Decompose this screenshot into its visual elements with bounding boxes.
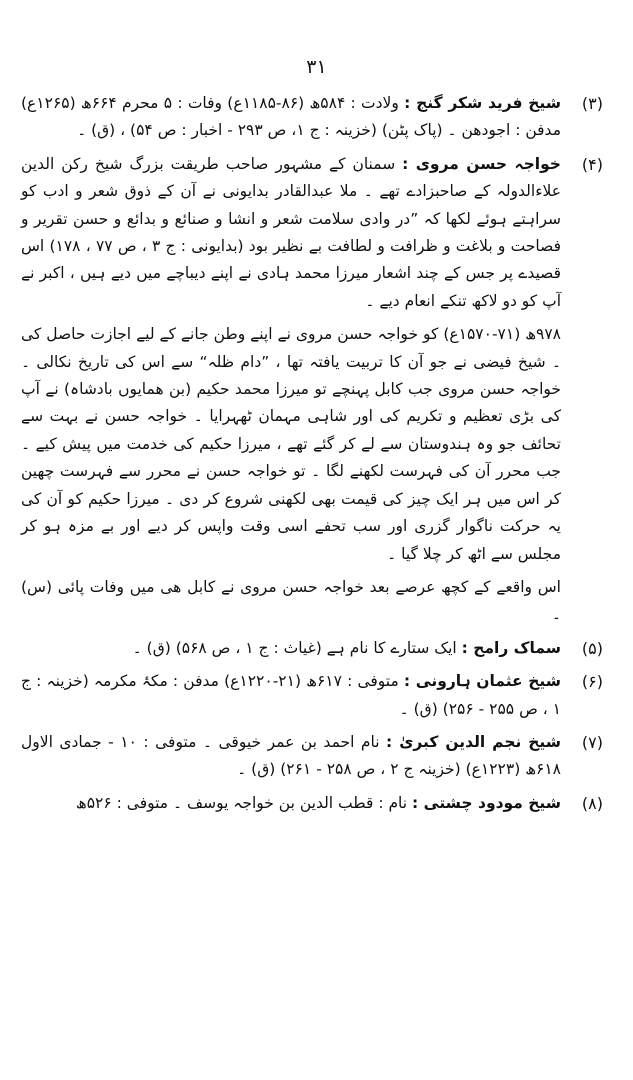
entry-number: (۴) — [581, 154, 603, 174]
entry-text — [21, 151, 561, 315]
entry-title: شیخ نجم الدین کبریٰ : — [386, 732, 562, 751]
entry-body: متوفی : ۶۱۷ھ (۲۱-۱۲۲۰ع) مدفن : مکۂ مکرمہ (خزینہ : ج ۱ ، ص ۲۵۵ - ۲۵۶) (ق) ۔ — [21, 672, 561, 718]
entry-body: ایک ستارے کا نام ہے (غیاث : ج ۱ ، ص ۵۶۸) (ق) ۔ — [132, 638, 457, 657]
footnote-entry — [21, 790, 603, 817]
entry-title: خواجہ حسن مروی : — [402, 154, 561, 173]
entry-number: (۳) — [581, 94, 603, 113]
entry-number: (۷) — [581, 732, 603, 752]
entry-text — [21, 790, 561, 817]
page-number: ۳۱ — [306, 56, 327, 78]
entry-title: شیخ مودود چشتی : — [412, 793, 561, 812]
entry-title: سماک رامح : — [461, 638, 561, 657]
entry-text — [21, 635, 561, 662]
entry-title: شیخ فرید شکر گنج : — [404, 94, 562, 112]
entry-text — [21, 729, 561, 784]
entry-text — [21, 668, 561, 723]
footnote-entry — [21, 151, 603, 315]
footnote-entry — [21, 668, 603, 723]
entry-number: (۶) — [581, 672, 603, 692]
entry-body: نام احمد بن عمر خیوقی ۔ متوفی : ۱۰ - جمادی الاول ۶۱۸ھ (۱۲۲۳ع) (خزینہ ج ۲ ، ص ۲۵۸ - ۲۶۱) (ق) ۔ — [21, 732, 561, 779]
entry-body: سمنان کے مشہور صاحب طریقت بزرگ شیخ رکن الدین علاءالدولہ کے صاحبزادے تھے ۔ ملا عبدالقادر بدایونی نے آن کے ذوق شعر و ادب کو سراہتے ہوئے لکھا کہ ”در وادی سلامت شعر و انشا و صنائع و بدائع و حسن تقریر و فصاحت و بلاغت و ظرافت و لطافت بے نظیر بود (بدایونی : ج ۳ ، ص ۷۷ ، ۱۷۸) اس قصیدے پر جس کے چند اشعار میرزا محمد ہادی نے اپنے دیباچے میں دیے ہیں ، اکبر نے آپ کو دو لاکھ تنکے انعام دیے ۔ — [21, 154, 561, 310]
body-paragraph: اس واقعے کے کچھ عرصے بعد خواجہ حسن مروی نے کابل ھی میں وفات پائی (س) ۔ — [21, 577, 561, 624]
entry-title: شیخ عثمان ہارونی : — [403, 672, 561, 691]
entry-body: نام : قطب الدین بن خواجہ یوسف ۔ متوفی : ۵۲۶ھ — [75, 793, 408, 812]
entry-text — [21, 90, 561, 145]
entry-number: (۵) — [581, 638, 603, 658]
entry-number: (۸) — [581, 793, 603, 813]
document-body — [21, 90, 603, 823]
footnote-entry — [21, 635, 603, 662]
footnote-entry — [21, 729, 603, 784]
footnote-entry — [21, 90, 603, 145]
entry-body: ولادت : ۵۸۴ھ (۸۶-۱۱۸۵ع) وفات : ۵ محرم ۶۶۴ھ (۱۲۶۵ع) مدفن : اجودھن ۔ (پاک پٹن) (خزینہ : ج ۱، ص ۲۹۳ - اخبار : ص ۵۴) ، (ق) ۔ — [21, 94, 561, 140]
body-paragraph: ۹۷۸ھ (۷۱-۱۵۷۰ع) کو خواجہ حسن مروی نے اپنے وطن جانے کے لیے اجازت حاصل کی ۔ شیخ فیضی نے جو آن کا تربیت یافتہ تھا ، ”دام ظلہ“ سے اس کی تاریخ نکالی ۔ خواجہ حسن مروی جب کابل پہنچے تو میرزا محمد حکیم (بن ھمایوں بادشاہ) نے آپ کی بڑی تعظیم و تکریم کی اور شاہی مہمان ٹھہرایا ۔ خواجہ حسن نے بہت سے تحائف جو وہ ہندوستان سے لے کر گئے تھے ، میرزا حکیم کی خدمت میں پیش کیے ۔ جب محرر آن کی فہرست لکھنے لگا ۔ تو خواجہ حسن نے محرر سے فہرست چھین کر اس میں ہر ایک چیز کی قیمت بھی لکھنی شروع کر دی ۔ میرزا حکیم کو آن کی یہ حرکت ناگوار گزری اور سب تحفے اسی وقت واپس کر دیے اور بے مزہ ہو کر مجلس سے اٹھ کر چلا گیا ۔ — [21, 325, 562, 563]
